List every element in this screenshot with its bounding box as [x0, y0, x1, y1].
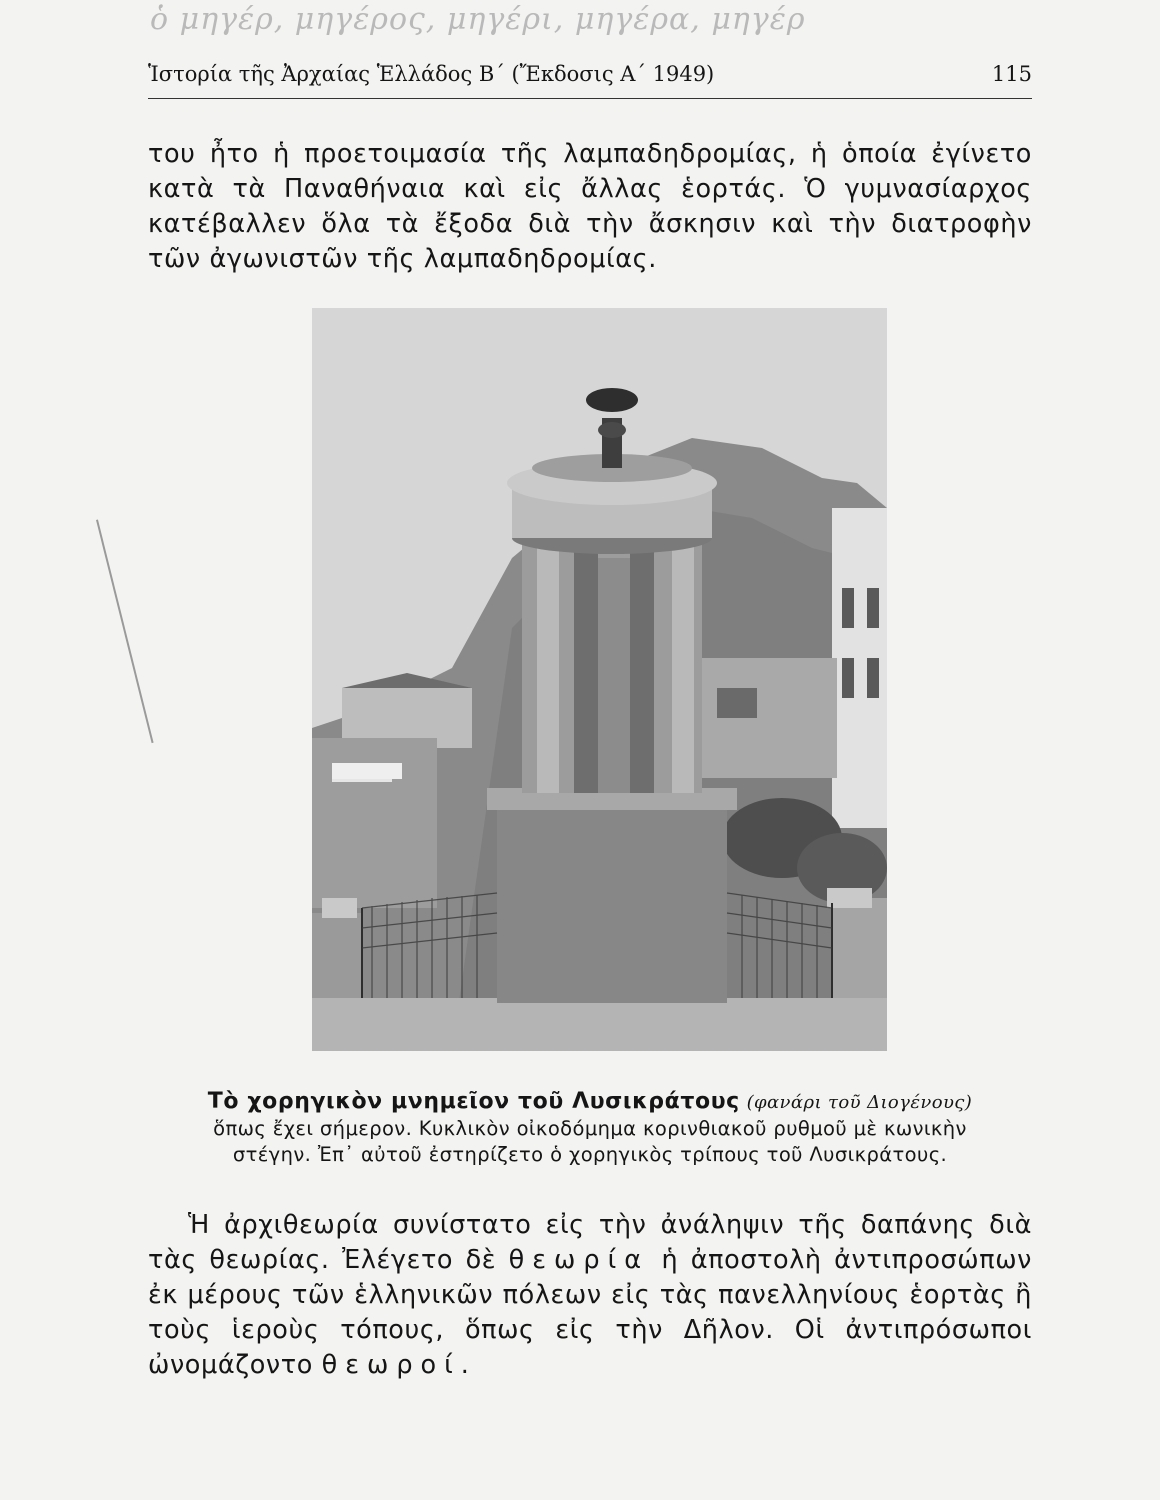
monument-photo	[312, 308, 887, 1051]
caption-title-line	[180, 1088, 1000, 1116]
caption-body: ὅπως ἔχει σήμερον. Κυκλικὸν οἰκοδόμημα κορινθιακοῦ ρυθμοῦ μὲ κωνικὴν στέγην. Ἐπ᾿ αὐτοῦ ἐστηρίζετο ὁ χορηγικὸς τρίπους τοῦ Λυσικράτους.	[213, 1117, 967, 1166]
handwritten-note: ὁ μηγέρ, μηγέρος, μηγέρι, μηγέρα, μηγέρ	[150, 2, 806, 37]
running-header	[148, 62, 1032, 99]
lysicrates-monument-illustration	[312, 308, 887, 1051]
book-title: Ἱστορία τῆς Ἀρχαίας Ἑλλάδος Β΄ (Ἔκδοσις Α΄ 1949)	[148, 62, 715, 86]
caption-parenthetical: (φανάρι τοῦ Διογένους)	[746, 1092, 973, 1113]
page-number: 115	[991, 62, 1032, 86]
paragraph-2-part3: .	[460, 1350, 470, 1380]
spaced-term-theoroi: θεωροί	[321, 1350, 461, 1380]
paragraph-2-part1: Ἡ ἀρχιθεωρία συνίστατο εἰς τὴν ἀνάληψιν τῆς δαπάνης διὰ τὰς θεωρίας. Ἐλέγετο δὲ	[148, 1210, 1032, 1275]
paragraph-2	[148, 1208, 1032, 1383]
paragraph-2-part2: ἡ ἀποστολὴ ἀντιπροσώπων ἐκ μέρους τῶν ἑλληνικῶν πόλεων εἰς τὰς πανελληνίους ἑορτὰς ἢ τοὺς ἱεροὺς τόπους, ὅπως εἰς τὴν Δῆλον. Οἱ ἀντιπρόσωποι ὠνομάζοντο	[148, 1245, 1032, 1380]
margin-pencil-line	[96, 520, 154, 744]
paragraph-1: του ἦτο ἡ προετοιμασία τῆς λαμπαδηδρομίας, ἡ ὁποία ἐγίνετο κατὰ τὰ Παναθήναια καὶ εἰς ἄλλας ἑορτάς. Ὁ γυμνασίαρχος κατέβαλλεν ὅλα τὰ ἔξοδα διὰ τὴν ἄσκησιν καὶ τὴν διατροφὴν τῶν ἀγωνιστῶν τῆς λαμπαδηδρομίας.	[148, 139, 1032, 274]
figure-caption	[180, 1088, 1000, 1168]
caption-title: Τὸ χορηγικὸν μνημεῖον τοῦ Λυσικράτους	[207, 1089, 740, 1114]
spaced-term-theoria: θεωρία	[508, 1245, 650, 1275]
